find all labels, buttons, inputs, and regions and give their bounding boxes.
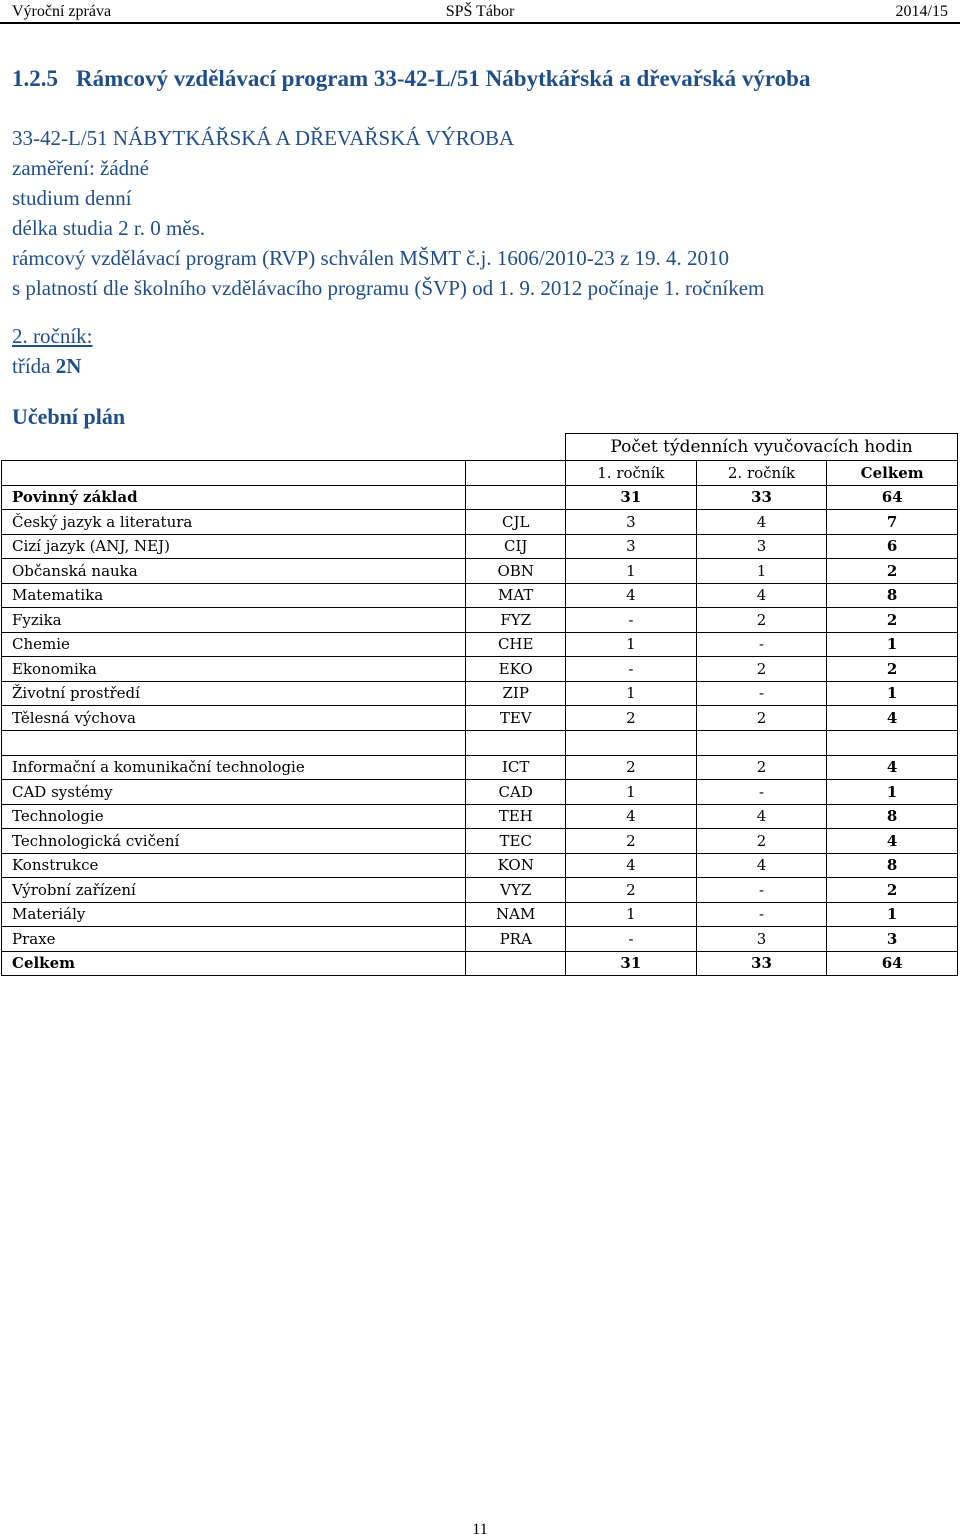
row-year2: -	[696, 632, 827, 657]
row-total: 2	[827, 878, 958, 903]
info-line: 33-42-L/51 NÁBYTKÁŘSKÁ A DŘEVAŘSKÁ VÝROBA	[12, 126, 515, 150]
table-row	[2, 632, 958, 657]
row-year1: 4	[566, 583, 697, 608]
row-total: 4	[827, 755, 958, 780]
row-code: FYZ	[466, 608, 566, 633]
row-year2: 3	[696, 927, 827, 952]
row-total: 8	[827, 853, 958, 878]
row-year1: 2	[566, 878, 697, 903]
row-year2: 4	[696, 853, 827, 878]
row-year2: 33	[696, 485, 827, 510]
info-line: délka studia 2 r. 0 měs.	[12, 216, 206, 240]
row-code: CHE	[466, 632, 566, 657]
row-name: Český jazyk a literatura	[2, 510, 466, 535]
page-number: 11	[472, 1521, 488, 1538]
blank-cell	[566, 730, 697, 755]
row-name: Technologie	[2, 804, 466, 829]
table-row	[2, 534, 958, 559]
row-code: TEC	[466, 829, 566, 854]
caption-empty-cell	[466, 434, 566, 461]
row-total: 6	[827, 534, 958, 559]
section-number: 1.2.5	[12, 66, 58, 91]
row-total: 2	[827, 608, 958, 633]
header-cell	[466, 461, 566, 486]
row-code	[466, 951, 566, 976]
table-row	[2, 706, 958, 731]
row-year2: 4	[696, 583, 827, 608]
header-center: SPŠ Tábor	[445, 3, 515, 20]
blank-cell	[2, 730, 466, 755]
row-year2: -	[696, 780, 827, 805]
row-year2: 2	[696, 829, 827, 854]
row-name: Matematika	[2, 583, 466, 608]
table-row	[2, 681, 958, 706]
table-row	[2, 608, 958, 633]
grade-block	[12, 321, 92, 381]
row-total: 8	[827, 804, 958, 829]
table-row	[2, 780, 958, 805]
row-year1: -	[566, 927, 697, 952]
row-year1: 1	[566, 902, 697, 927]
header-left: Výroční zpráva	[12, 3, 112, 20]
row-name: Životní prostředí	[2, 681, 466, 706]
blank-cell	[466, 730, 566, 755]
row-name: CAD systémy	[2, 780, 466, 805]
row-name: Občanská nauka	[2, 559, 466, 584]
row-name: Tělesná výchova	[2, 706, 466, 731]
header-cell	[2, 461, 466, 486]
curriculum-table	[1, 433, 958, 976]
col-header-total: Celkem	[827, 461, 958, 486]
row-code: VYZ	[466, 878, 566, 903]
row-year2: 2	[696, 706, 827, 731]
row-total: 3	[827, 927, 958, 952]
row-year1: 4	[566, 853, 697, 878]
row-total: 1	[827, 681, 958, 706]
row-year1: 31	[566, 485, 697, 510]
class-line	[12, 351, 92, 381]
row-year2: 2	[696, 755, 827, 780]
col-header-year2: 2. ročník	[696, 461, 827, 486]
row-name: Chemie	[2, 632, 466, 657]
section-title	[12, 66, 952, 92]
row-code: PRA	[466, 927, 566, 952]
row-total: 64	[827, 485, 958, 510]
row-code: KON	[466, 853, 566, 878]
row-code: MAT	[466, 583, 566, 608]
row-name: Informační a komunikační technologie	[2, 755, 466, 780]
table-caption-row	[2, 434, 958, 461]
row-year1: 4	[566, 804, 697, 829]
row-total: 4	[827, 829, 958, 854]
blank-cell	[827, 730, 958, 755]
info-line: rámcový vzdělávací program (RVP) schválen MŠMT č.j. 1606/2010-23 z 19. 4. 2010	[12, 246, 730, 270]
row-code: CAD	[466, 780, 566, 805]
table-row	[2, 657, 958, 682]
table-row	[2, 927, 958, 952]
table-row	[2, 583, 958, 608]
row-code: NAM	[466, 902, 566, 927]
row-year1: 2	[566, 829, 697, 854]
row-code: OBN	[466, 559, 566, 584]
caption-empty-cell	[2, 434, 466, 461]
plan-title: Učební plán	[12, 404, 126, 429]
row-code: CIJ	[466, 534, 566, 559]
row-name: Ekonomika	[2, 657, 466, 682]
row-name: Praxe	[2, 927, 466, 952]
row-total: 8	[827, 583, 958, 608]
row-year2: 2	[696, 657, 827, 682]
row-year1: 1	[566, 632, 697, 657]
row-total: 2	[827, 657, 958, 682]
blank-row	[2, 730, 958, 755]
class-name: 2N	[55, 354, 82, 378]
row-total: 1	[827, 780, 958, 805]
class-prefix: třída	[12, 354, 51, 378]
blank-cell	[696, 730, 827, 755]
total-row	[2, 951, 958, 976]
row-code	[466, 485, 566, 510]
table-row	[2, 755, 958, 780]
column-header-row	[2, 461, 958, 486]
row-year1: -	[566, 657, 697, 682]
row-code: EKO	[466, 657, 566, 682]
row-year2: -	[696, 878, 827, 903]
section-title-text: Rámcový vzdělávací program 33-42-L/51 Nábytkářská a dřevařská výroba	[76, 66, 811, 91]
row-year1: 3	[566, 510, 697, 535]
info-line: s platností dle školního vzdělávacího programu (ŠVP) od 1. 9. 2012 počínaje 1. ročníkem	[12, 276, 765, 300]
row-code: TEH	[466, 804, 566, 829]
row-year2: 1	[696, 559, 827, 584]
table-row	[2, 878, 958, 903]
row-total: 1	[827, 902, 958, 927]
table-row	[2, 902, 958, 927]
table-caption: Počet týdenních vyučovacích hodin	[566, 434, 958, 461]
row-year1: 1	[566, 559, 697, 584]
row-year2: 33	[696, 951, 827, 976]
row-year2: 4	[696, 510, 827, 535]
row-year1: 2	[566, 706, 697, 731]
row-name: Povinný základ	[2, 485, 466, 510]
row-name: Výrobní zařízení	[2, 878, 466, 903]
row-code: ICT	[466, 755, 566, 780]
program-info	[12, 123, 952, 303]
row-year1: 1	[566, 780, 697, 805]
row-code: CJL	[466, 510, 566, 535]
row-name: Materiály	[2, 902, 466, 927]
row-year1: 31	[566, 951, 697, 976]
table-row	[2, 559, 958, 584]
table-row	[2, 804, 958, 829]
row-year2: 3	[696, 534, 827, 559]
col-header-year1: 1. ročník	[566, 461, 697, 486]
info-line: zaměření: žádné	[12, 156, 149, 180]
header-right: 2014/15	[895, 3, 948, 20]
row-name: Celkem	[2, 951, 466, 976]
grade-label: 2. ročník:	[12, 324, 93, 348]
row-name: Cizí jazyk (ANJ, NEJ)	[2, 534, 466, 559]
row-year2: 2	[696, 608, 827, 633]
table-row	[2, 510, 958, 535]
info-line: studium denní	[12, 186, 132, 210]
row-name: Konstrukce	[2, 853, 466, 878]
row-year2: -	[696, 681, 827, 706]
row-year1: 1	[566, 681, 697, 706]
row-year1: 3	[566, 534, 697, 559]
page-header	[0, 0, 960, 24]
row-code: TEV	[466, 706, 566, 731]
summary-row	[2, 485, 958, 510]
row-code: ZIP	[466, 681, 566, 706]
row-year1: -	[566, 608, 697, 633]
row-total: 4	[827, 706, 958, 731]
row-total: 7	[827, 510, 958, 535]
row-year2: -	[696, 902, 827, 927]
row-year2: 4	[696, 804, 827, 829]
row-total: 64	[827, 951, 958, 976]
row-total: 2	[827, 559, 958, 584]
row-total: 1	[827, 632, 958, 657]
row-name: Technologická cvičení	[2, 829, 466, 854]
table-row	[2, 853, 958, 878]
row-name: Fyzika	[2, 608, 466, 633]
row-year1: 2	[566, 755, 697, 780]
table-row	[2, 829, 958, 854]
